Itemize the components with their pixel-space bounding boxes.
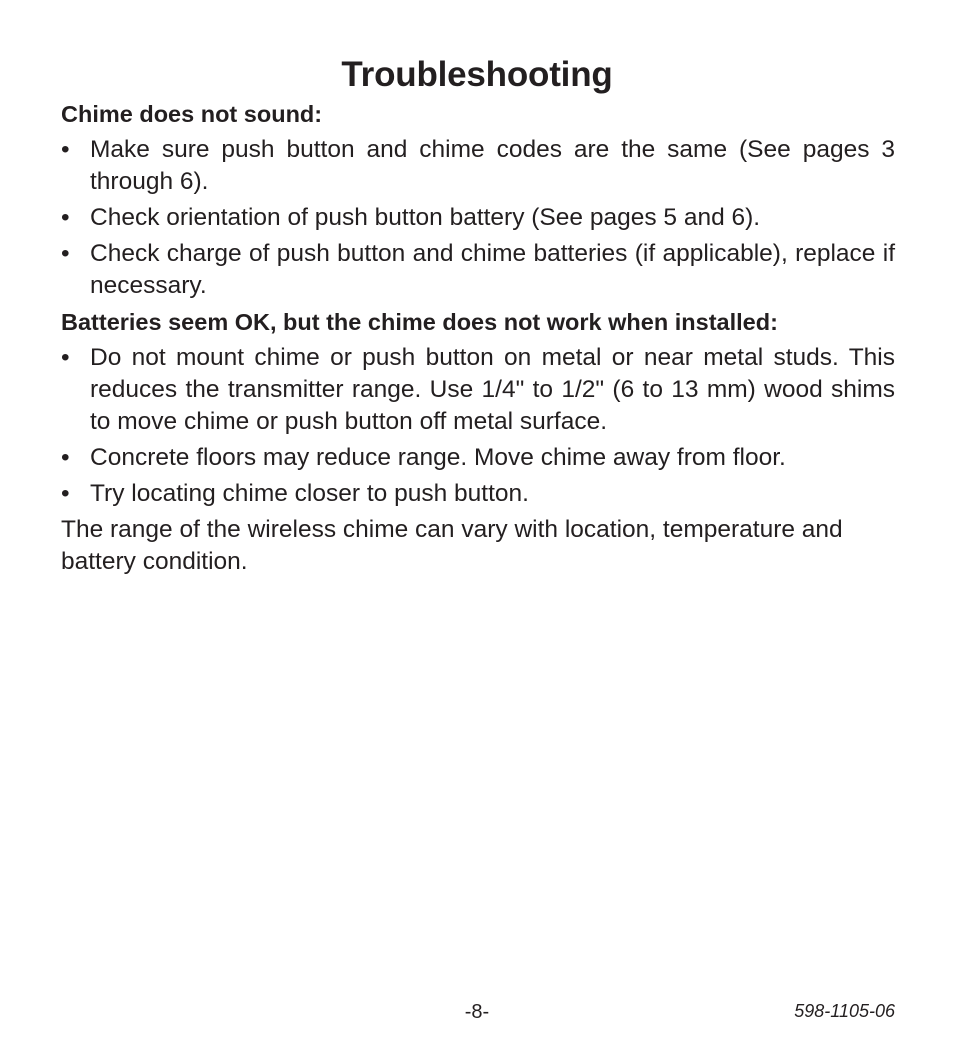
bullet-list (61, 134, 895, 302)
section-batteries-ok (61, 306, 895, 510)
list-item-text: Try locating chime closer to push button. (90, 480, 529, 507)
list-item (61, 342, 895, 438)
list-item (61, 238, 895, 302)
document-code: 598-1105-06 (794, 1001, 895, 1021)
page-number: -8- (464, 1001, 490, 1023)
section-chime-no-sound (61, 98, 895, 302)
section-heading: Batteries seem OK, but the chime does not work when installed: (61, 309, 778, 335)
list-item-text: Make sure push button and chime codes are the same (See pages 3 through 6). (90, 136, 895, 195)
section-heading: Chime does not sound: (61, 101, 323, 127)
bullet-icon: • (61, 444, 70, 471)
bullet-icon: • (61, 136, 70, 163)
list-item (61, 442, 895, 474)
list-item (61, 202, 895, 234)
bullet-icon: • (61, 344, 70, 371)
list-item-text: Do not mount chime or push button on metal or near metal studs. This reduces the transmitter range. Use 1/4" to 1/2" (6 to 13 mm) wood shims to move chime or push button off metal surface. (90, 344, 895, 435)
page-title: Troubleshooting (341, 55, 613, 94)
list-item-text: Check orientation of push button battery (See pages 5 and 6). (90, 204, 761, 231)
bullet-icon: • (61, 204, 70, 231)
list-item (61, 134, 895, 198)
bullet-icon: • (61, 480, 70, 507)
list-item (61, 478, 895, 510)
list-item-text: Check charge of push button and chime batteries (if applicable), replace if necessary. (90, 240, 895, 299)
closing-paragraph: The range of the wireless chime can vary with location, temperature and battery condition. (61, 516, 843, 575)
list-item-text: Concrete floors may reduce range. Move chime away from floor. (90, 444, 786, 471)
bullet-list (61, 342, 895, 510)
content (61, 98, 895, 578)
bullet-icon: • (61, 240, 70, 267)
